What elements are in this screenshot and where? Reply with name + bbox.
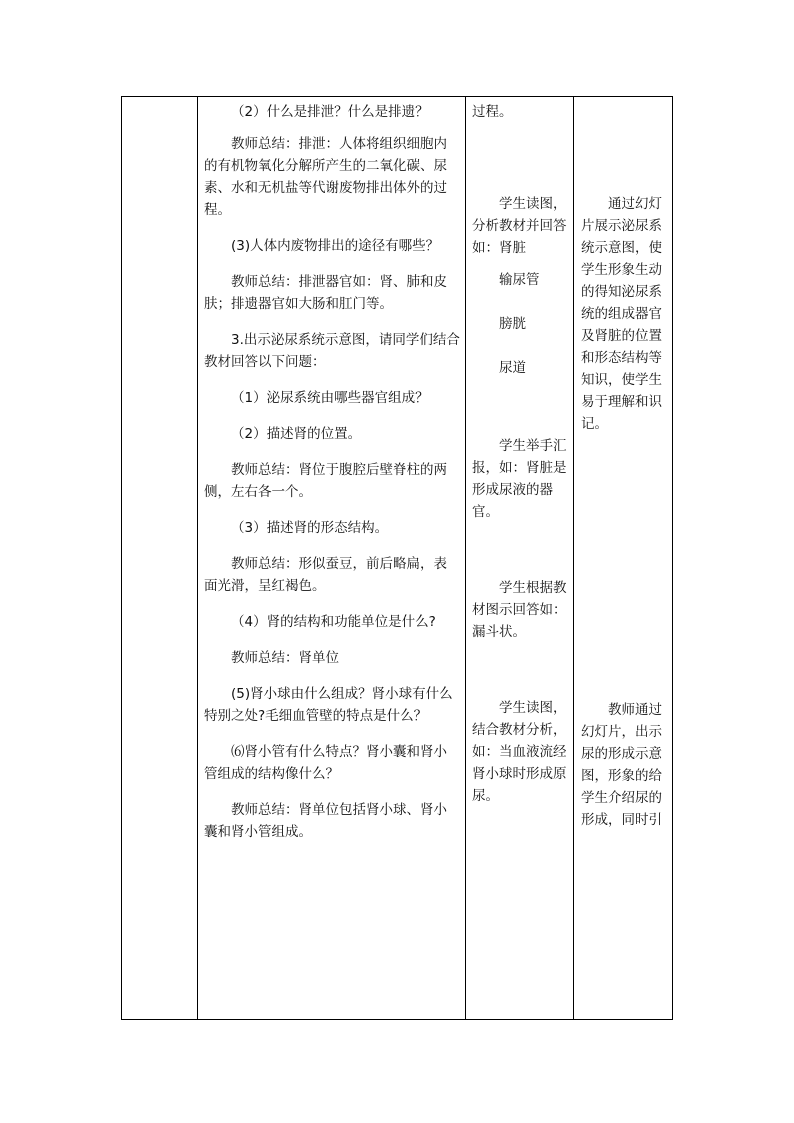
question-waste-routes: (3)人体内废物排出的途径有哪些？: [231, 238, 440, 254]
student-report: 学生举手汇报，如：肾脏是形成尿液的器官。: [472, 438, 567, 520]
organ-bladder: 膀胱: [499, 316, 526, 332]
question-tubule: ⑹肾小管有什么特点？肾小囊和肾小管组成的结构像什么？: [204, 744, 447, 782]
organ-urethra: 尿道: [499, 360, 526, 376]
question-organs: （1）泌尿系统由哪些器官组成？: [231, 390, 429, 406]
design-intent-1: 通过幻灯片展示泌尿系统示意图，使学生形象生动的得知泌尿系统的组成器官及肾脏的位置和形态结构等知识，使学生易于理解和识记。: [581, 196, 662, 432]
question-kidney-position: （2）描述肾的位置。: [231, 426, 362, 442]
student-answer-funnel: 学生根据教材图示回答如：漏斗状。: [472, 580, 567, 640]
design-intent-2: 教师通过幻灯片，出示尿的形成示意图，形象的给学生介绍尿的形成，同时引: [581, 702, 662, 828]
summary-kidney-unit: 教师总结：肾单位: [231, 650, 339, 666]
organ-ureter: 输尿管: [499, 272, 540, 288]
summary-organs: 教师总结：排泄器官如：肾、肺和皮肤；排遗器官如大肠和肛门等。: [204, 274, 447, 312]
summary-kidney-shape: 教师总结：形似蚕豆，前后略扁，表面光滑，呈红褐色。: [204, 556, 447, 594]
summary-nephron: 教师总结：肾单位包括肾小球、肾小囊和肾小管组成。: [204, 802, 447, 840]
summary-excretion: 教师总结：排泄：人体将组织细胞内的有机物氧化分解所产生的二氧化碳、尿素、水和无机盐等代谢废物排出体外的过程。: [204, 136, 447, 218]
student-activity-column: [466, 97, 574, 1019]
teacher-activity-column: [198, 97, 466, 1019]
question-kidney-shape: （3）描述肾的形态结构。: [231, 520, 389, 536]
question-kidney-unit: （4）肾的结构和功能单位是什么?: [231, 614, 436, 630]
student-read-diagram: 学生读图，分析教材并回答如：肾脏: [472, 196, 567, 256]
question-glomerulus: (5)肾小球由什么组成？肾小球有什么特别之处?毛细血管壁的特点是什么？: [204, 686, 453, 724]
student-read-diagram-2: 学生读图，结合教材分析，如：当血液流经肾小球时形成原尿。: [472, 700, 567, 804]
design-intent-column: [574, 97, 674, 1019]
question-excretion: （2）什么是排泄？什么是排遗？: [231, 104, 429, 120]
continued-text: 过程。: [472, 104, 513, 120]
lesson-table: [121, 96, 673, 1020]
instruction-urinary-diagram: 3.出示泌尿系统示意图，请同学们结合教材回答以下问题：: [204, 332, 460, 370]
summary-kidney-position: 教师总结：肾位于腹腔后壁脊柱的两侧，左右各一个。: [204, 462, 447, 500]
